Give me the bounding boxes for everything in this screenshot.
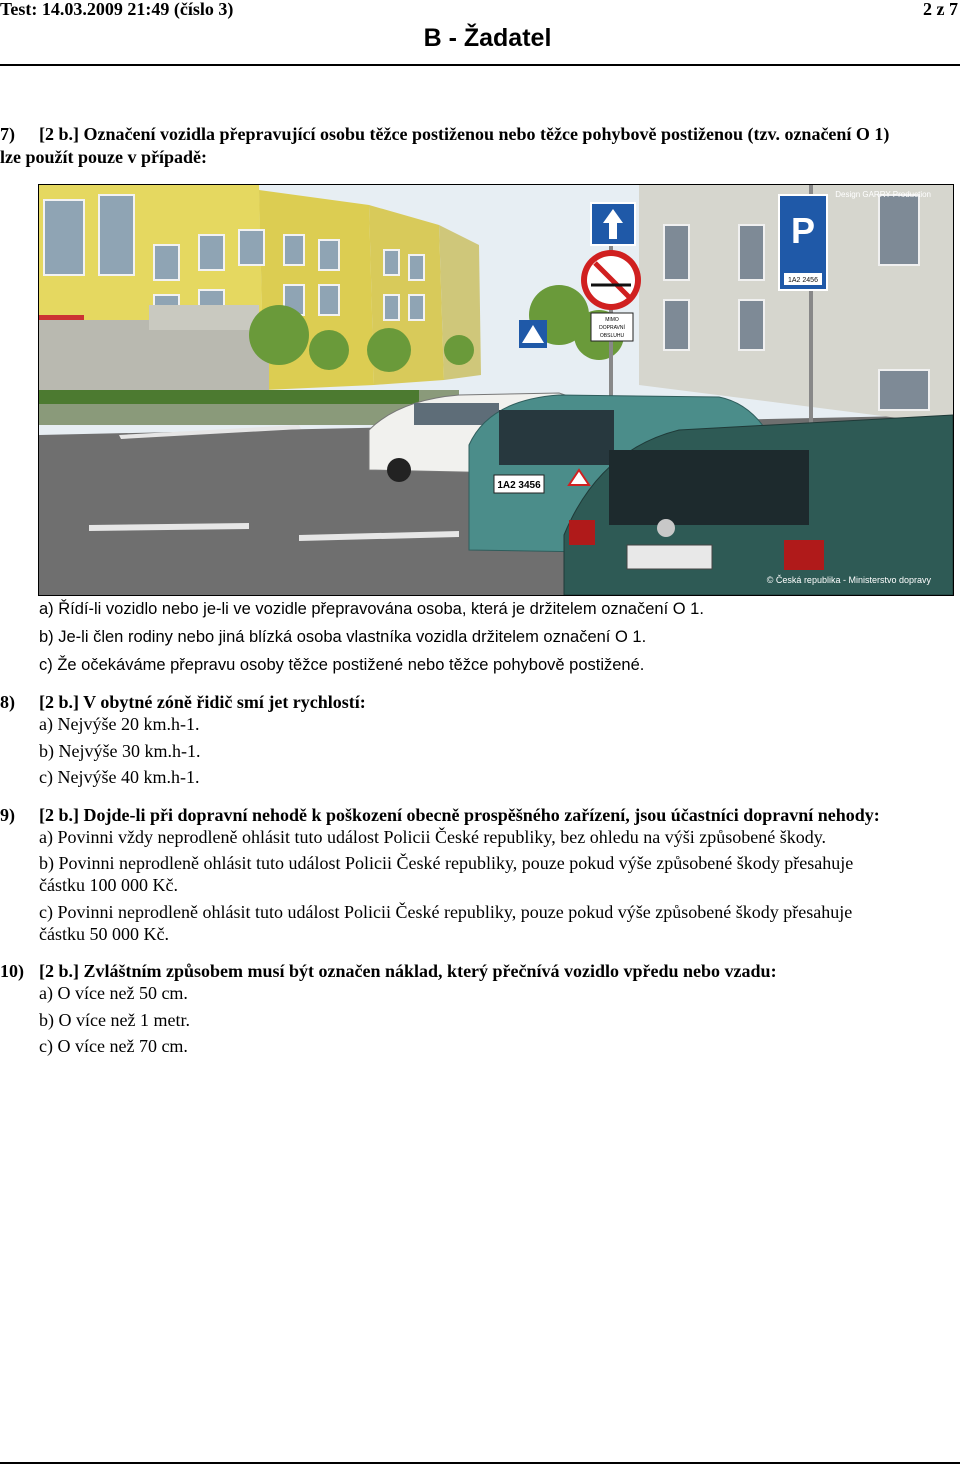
question-photo — [38, 184, 954, 596]
answer-b[interactable]: b) Je-li člen rodiny nebo jiná blízká osoba vlastníka vozidla držitelem označení O 1. — [39, 628, 647, 646]
svg-text:P: P — [790, 210, 816, 251]
answer-a[interactable]: a) Povinni vždy neprodleně ohlásit tuto událost Policii České republiky, bez ohledu na výši způsobené škody. — [39, 827, 827, 847]
svg-text:Design GARRY Production: Design GARRY Production — [835, 190, 931, 199]
svg-text:1A2 2456: 1A2 2456 — [788, 277, 818, 284]
question-text: [2 b.] Označení vozidla přepravující osobu těžce postiženou nebo těžce pohybově postiženou (tzv. označení O 1) — [39, 124, 890, 144]
answer-c-cont: částku 50 000 Kč. — [39, 924, 169, 944]
question-number: 10) — [0, 961, 24, 981]
answer-c[interactable]: c) Nejvýše 40 km.h-1. — [39, 767, 200, 787]
question-text: [2 b.] Zvláštním způsobem musí být označen náklad, který přečnívá vozidlo vpředu nebo vzadu: — [39, 961, 777, 981]
svg-text:© Česká republika - Ministerst: © Česká republika - Ministerstvo dopravy — [766, 575, 931, 585]
svg-text:1A2 3456: 1A2 3456 — [497, 480, 541, 491]
question-text: [2 b.] Dojde-li při dopravní nehodě k poškození obecně prospěšného zařízení, jsou účastníci dopravní nehody: — [39, 805, 880, 825]
question-number: 9) — [0, 805, 15, 825]
answer-b[interactable]: b) O více než 1 metr. — [39, 1010, 190, 1030]
answer-b[interactable]: b) Povinni neprodleně ohlásit tuto událost Policii České republiky, pouze pokud výše způsobené škody přesahuje — [39, 853, 854, 873]
answer-a[interactable]: a) O více než 50 cm. — [39, 983, 188, 1003]
answer-c[interactable]: c) O více než 70 cm. — [39, 1036, 188, 1056]
header-page-number: 2 z 7 — [923, 0, 958, 19]
answer-a[interactable]: a) Nejvýše 20 km.h-1. — [39, 714, 200, 734]
footer-rule — [0, 1462, 960, 1464]
answer-c[interactable]: c) Že očekáváme přepravu osoby těžce postižené nebo těžce pohybově postižené. — [39, 656, 645, 674]
svg-text:DOPRAVNÍ: DOPRAVNÍ — [599, 325, 625, 331]
answer-b[interactable]: b) Nejvýše 30 km.h-1. — [39, 741, 201, 761]
header-rule — [0, 64, 960, 66]
header-test-info: Test: 14.03.2009 21:49 (číslo 3) — [0, 0, 234, 19]
svg-text:OBSLUHU: OBSLUHU — [599, 333, 625, 339]
svg-text:MIMO: MIMO — [605, 317, 619, 323]
question-text: [2 b.] V obytné zóně řidič smí jet rychlostí: — [39, 692, 366, 712]
question-text-cont: lze použít pouze v případě: — [0, 147, 207, 167]
question-number: 8) — [0, 692, 15, 712]
question-number: 7) — [0, 124, 15, 144]
page-title: B - Žadatel — [423, 24, 552, 52]
answer-a[interactable]: a) Řídí-li vozidlo nebo je-li ve vozidle přepravována osoba, která je držitelem označení O 1. — [39, 600, 704, 618]
answer-b-cont: částku 100 000 Kč. — [39, 875, 178, 895]
answer-c[interactable]: c) Povinni neprodleně ohlásit tuto událost Policii České republiky, pouze pokud výše způsobené škody přesahuje — [39, 902, 853, 922]
